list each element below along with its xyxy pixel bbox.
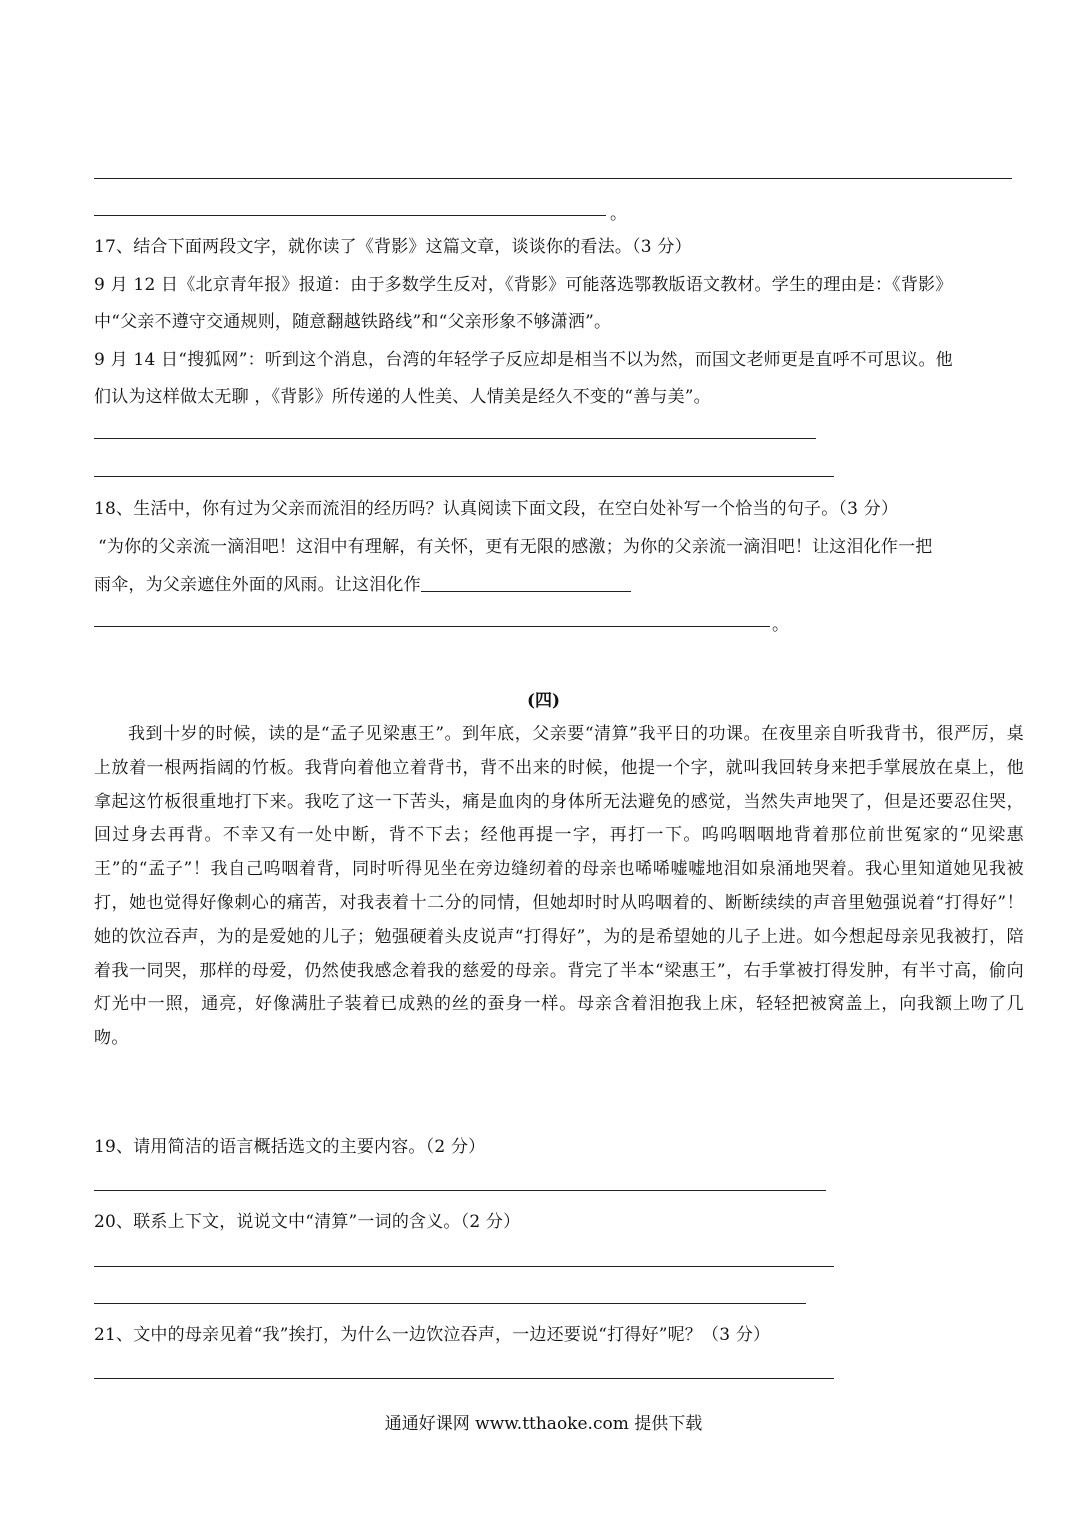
reading-passage: 我到十岁的时候，读的是“孟子见梁惠王”。到年底，父亲要“清算”我平日的功课。在夜里亲自听我背书，很严厉，桌上放着一根两指阔的竹板。我背向着他立着背书，背不出来的时候，他提一个字，就叫我回转身来把手掌展放在桌上，他拿起这竹板很重地打下来。我吃了这一下苦头，痛是血肉的身体所无法避免的感觉，当然失声地哭了，但是还要忍住哭，回过身去再背。不幸又有一处中断，背不下去；经他再提一字，再打一下。呜呜咽咽地背着那位前世冤家的“见梁惠王”的“孟子”！我自己呜咽着背，同时听得见坐在旁边缝纫着的母亲也唏唏嘘嘘地泪如泉涌地哭着。我心里知道她见我被打，她也觉得好像刺心的痛苦，对我表着十二分的同情，但她却时时从呜咽着的、断断续续的声音里勉强说着“打得好”！她的饮泣吞声，为的是爱她的儿子；勉强硬着头皮说声“打得好”，为的是希望她的儿子上进。如今想起母亲见我被打，陪着我一同哭，那样的母爱，仍然使我感念着我的慈爱的母亲。背完了半本“梁惠王”，右手掌被打得发肿，有半寸高，偷向灯光中一照，通亮，好像满肚子装着已成熟的丝的蚕身一样。母亲含着泪抱我上床，轻轻把被窝盖上，向我额上吻了几吻。 (94, 724, 1024, 1049)
question-21-prompt: 21、文中的母亲见着“我”挨打，为什么一边饮泣吞声，一边还要说“打得好”呢？（3 分） (94, 1325, 771, 1345)
question-17-material-1-line-1: 9 月 12 日《北京青年报》报道：由于多数学生反对，《背影》可能落选鄂教版语文教材。学生的理由是：《背影》 (94, 275, 953, 295)
answer-line[interactable] (94, 1190, 826, 1191)
answer-line[interactable] (94, 1266, 834, 1267)
answer-line[interactable] (94, 178, 1012, 179)
question-18-passage-text: 雨伞，为父亲遮住外面的风雨。让这泪化作 (94, 575, 421, 595)
period-mark: 。 (772, 615, 789, 635)
question-20-prompt: 20、联系上下文，说说文中“清算”一词的含义。（2 分） (94, 1212, 521, 1232)
question-17-material-1-line-2: 中“父亲不遵守交通规则，随意翻越铁路线”和“父亲形象不够潇洒”。 (94, 312, 612, 332)
answer-line[interactable] (94, 626, 770, 627)
question-17-prompt: 17、结合下面两段文字，就你读了《背影》这篇文章，谈谈你的看法。（3 分） (94, 237, 692, 257)
page-footer: 通通好课网 www.tthaoke.com 提供下载 (384, 1414, 703, 1434)
answer-line[interactable] (94, 215, 606, 216)
question-18-passage-line-1: “为你的父亲流一滴泪吧！这泪中有理解，有关怀，更有无限的感激；为你的父亲流一滴泪吧！让这泪化作一把 (98, 537, 933, 557)
question-18-prompt: 18、生活中，你有过为父亲而流泪的经历吗？认真阅读下面文段，在空白处补写一个恰当的句子。（3 分） (94, 499, 899, 519)
question-17-material-2-line-2: 们认为这样做太无聊 ，《背影》所传递的人性美、人情美是经久不变的“善与美”。 (94, 387, 711, 407)
answer-line[interactable] (94, 476, 834, 477)
section-heading: (四) (526, 691, 561, 711)
period-mark: 。 (610, 204, 627, 224)
answer-line[interactable] (94, 438, 816, 439)
question-17-material-2-line-1: 9 月 14 日“搜狐网”：听到这个消息，台湾的年轻学子反应却是相当不以为然，而国文老师更是直呼不可思议。他 (94, 350, 953, 370)
question-19-prompt: 19、请用简洁的语言概括选文的主要内容。（2 分） (94, 1137, 486, 1157)
fill-in-blank[interactable] (421, 575, 631, 592)
answer-line[interactable] (94, 1378, 834, 1379)
question-18-passage-line-2 (94, 574, 631, 596)
answer-line[interactable] (94, 1303, 806, 1304)
